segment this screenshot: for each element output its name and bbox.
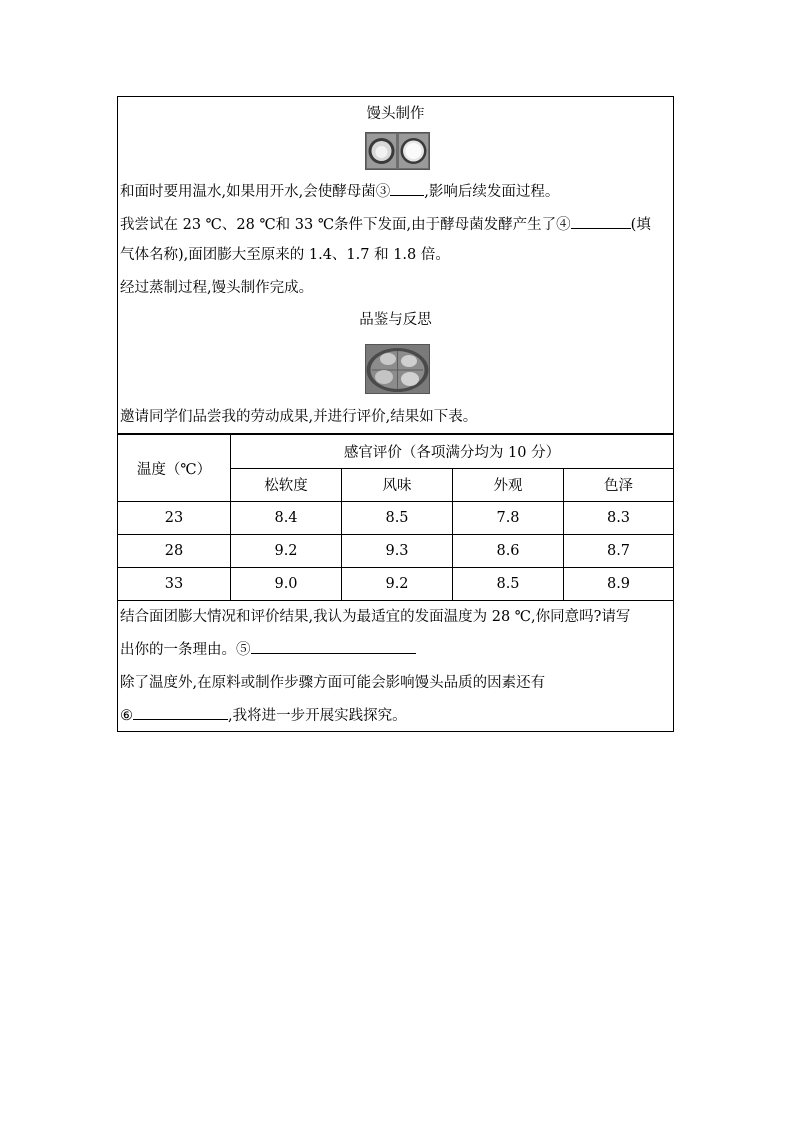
table-cell: 33 <box>118 568 231 601</box>
steamed-buns-illustration <box>366 345 429 393</box>
question-5-line-2 <box>120 634 670 667</box>
blank-5[interactable] <box>251 639 416 654</box>
reflection-section <box>117 600 674 732</box>
table-cell: 8.7 <box>564 535 674 568</box>
table-cell: 8.3 <box>564 502 674 535</box>
paragraph-2-tail: (填 <box>630 217 651 233</box>
paragraph-2 <box>120 214 651 234</box>
table-cell: 8.5 <box>342 502 453 535</box>
blank-3[interactable] <box>390 181 424 196</box>
table-row <box>118 568 674 601</box>
table-cell: 8.4 <box>231 502 342 535</box>
temperature-header: 温度（℃） <box>118 435 231 502</box>
table-cell: 8.9 <box>564 568 674 601</box>
table-cell: 9.3 <box>342 535 453 568</box>
paragraph-3: 经过蒸制过程,馒头制作完成。 <box>120 280 314 296</box>
sensory-evaluation-header: 感官评价（各项满分均为 10 分） <box>231 435 674 469</box>
table-cell: 9.2 <box>342 568 453 601</box>
question-6-line-2 <box>120 700 670 733</box>
question-6-tail: ,我将进一步开展实践探究。 <box>228 708 407 724</box>
table-cell: 8.6 <box>453 535 564 568</box>
table-row <box>118 535 674 568</box>
blank-4[interactable] <box>571 214 631 229</box>
reflection-text <box>120 601 670 733</box>
paragraph-1-tail: ,影响后续发面过程。 <box>424 184 560 200</box>
column-header: 外观 <box>453 468 564 502</box>
evaluation-table <box>117 434 674 601</box>
question-6-line-1: 除了温度外,在原料或制作步骤方面可能会影响馒头品质的因素还有 <box>120 675 546 691</box>
column-header: 风味 <box>342 468 453 502</box>
table-cell: 8.5 <box>453 568 564 601</box>
paragraph-2-cont: 气体名称),面团膨大至原来的 1.4、1.7 和 1.8 倍。 <box>120 247 450 263</box>
paragraph-2-text: 我尝试在 23 ℃、28 ℃和 33 ℃条件下发面,由于酵母菌发酵产生了④ <box>120 217 571 233</box>
table-header-row <box>118 435 674 469</box>
table-cell: 28 <box>118 535 231 568</box>
table-row <box>118 502 674 535</box>
paragraph-1-text: 和面时要用温水,如果用开水,会使酵母菌③ <box>120 184 391 200</box>
column-header: 色泽 <box>564 468 674 502</box>
dough-bowls-photo <box>365 132 430 170</box>
question-6-label: ⑥ <box>120 708 133 724</box>
table-cell: 7.8 <box>453 502 564 535</box>
question-5-line-1: 结合面团膨大情况和评价结果,我认为最适宜的发面温度为 28 ℃,你同意吗?请写 <box>120 609 631 625</box>
making-title: 馒头制作 <box>366 106 425 122</box>
tasting-title: 品鉴与反思 <box>359 312 432 328</box>
making-section <box>117 96 674 434</box>
paragraph-1 <box>120 181 559 201</box>
table-cell: 23 <box>118 502 231 535</box>
table-cell: 9.2 <box>231 535 342 568</box>
tasting-intro: 邀请同学们品尝我的劳动成果,并进行评价,结果如下表。 <box>120 409 478 425</box>
dough-bowls-illustration <box>366 133 429 169</box>
column-header: 松软度 <box>231 468 342 502</box>
blank-6[interactable] <box>133 705 228 720</box>
question-5-label: 出你的一条理由。⑤ <box>120 642 251 658</box>
table-cell: 9.0 <box>231 568 342 601</box>
steamed-buns-photo <box>365 344 430 394</box>
